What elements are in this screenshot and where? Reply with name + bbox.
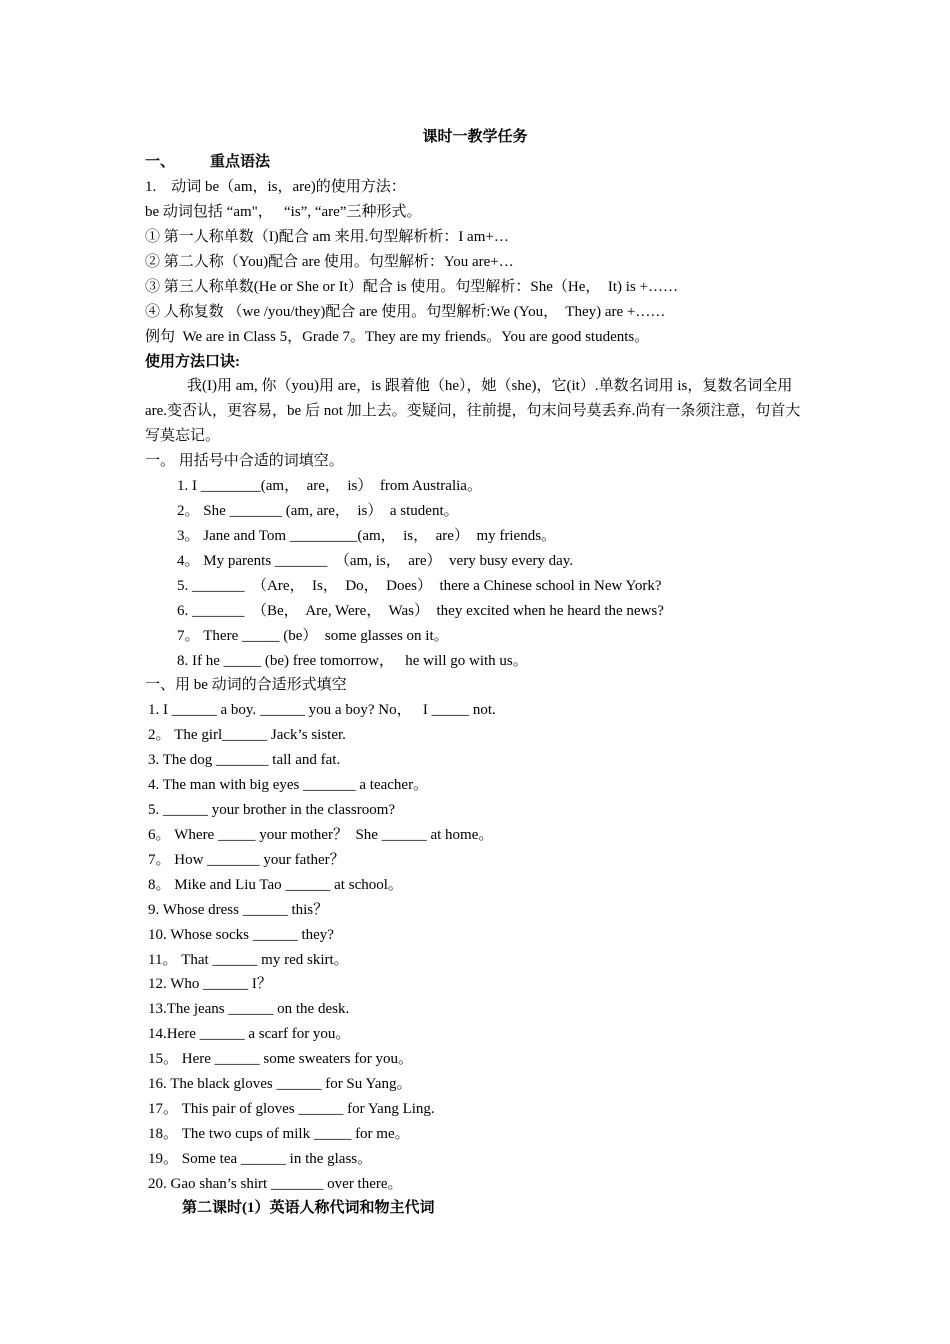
exercise1-item: 8. If he _____ (be) free tomorrow， he will go with us。 bbox=[177, 653, 528, 669]
exercise2-item: 2。 The girl______ Jack’s sister. bbox=[148, 727, 346, 743]
exercise2-item: 4. The man with big eyes _______ a teacher。 bbox=[148, 777, 429, 793]
exercise2-heading: 一、用 be 动词的合适形式填空 bbox=[145, 677, 347, 693]
page-title: 课时一教学任务 bbox=[422, 129, 528, 145]
exercise1-item: 4。 My parents _______ （am, is， are） very busy every day. bbox=[177, 553, 574, 569]
rhyme-heading: 使用方法口诀: bbox=[145, 354, 240, 370]
exercise1-item: 6. _______ （Be， Are, Were， Was） they excited when he heard the news? bbox=[177, 603, 664, 619]
intro-line: be 动词包括 “am"， “is”, “are”三种形式。 bbox=[145, 204, 422, 220]
exercise1-item: 1. I ________(am， are， is） from Australia。 bbox=[177, 478, 482, 494]
example-sentence: 例句 We are in Class 5，Grade 7。They are my friends。You are good students。 bbox=[145, 329, 650, 345]
exercise2-item: 14.Here ______ a scarf for you。 bbox=[148, 1026, 351, 1042]
intro-line: ④ 人称复数 （we /you/they)配合 are 使用。句型解析:We (You， They) are +…… bbox=[145, 304, 666, 320]
section-number: 一、 bbox=[145, 154, 176, 170]
exercise2-item: 3. The dog _______ tall and fat. bbox=[148, 752, 341, 768]
exercise2-item: 9. Whose dress ______ this？ bbox=[148, 902, 329, 918]
intro-line: ② 第二人称（You)配合 are 使用。句型解析：You are+… bbox=[145, 254, 514, 270]
exercise2-item: 5. ______ your brother in the classroom? bbox=[148, 802, 396, 818]
exercise2-item: 7。 How _______ your father？ bbox=[148, 852, 345, 868]
section-heading bbox=[145, 152, 270, 172]
intro-line: 1. 动词 be（am，is，are)的使用方法： bbox=[145, 179, 406, 195]
lesson2-title: 第二课时(1）英语人称代词和物主代词 bbox=[182, 1200, 435, 1216]
exercise2-item: 12. Who ______ I？ bbox=[148, 976, 272, 992]
intro-line: ① 第一人称单数（I)配合 am 来用.句型解析析：I am+… bbox=[145, 229, 509, 245]
exercise1-heading: 一。 用括号中合适的词填空。 bbox=[145, 453, 344, 469]
exercise1-item: 7。 There _____ (be） some glasses on it。 bbox=[177, 628, 449, 644]
intro-line: ③ 第三人称单数(He or She or It）配合 is 使用。句型解析：She（He， It) is +…… bbox=[145, 279, 679, 295]
exercise1-item: 5. _______ （Are， Is， Do， Does） there a Chinese school in New York? bbox=[177, 578, 662, 594]
exercise1-item: 2。 She _______ (am, are， is） a student。 bbox=[177, 503, 459, 519]
exercise1-item: 3。 Jane and Tom _________(am， is， are） my friends。 bbox=[177, 528, 557, 544]
exercise2-item: 17。 This pair of gloves ______ for Yang Ling. bbox=[148, 1101, 435, 1117]
exercise2-item: 18。 The two cups of milk _____ for me。 bbox=[148, 1126, 410, 1142]
exercise2-item: 10. Whose socks ______ they? bbox=[148, 927, 334, 943]
rhyme-paragraph: 我(I)用 am, 你（you)用 are，is 跟着他（he），她（she)，它(it）.单数名词用 is，复数名词全用 are.变否认，更容易，be 后 not 加上去。变疑问，往前提，句末问号莫丢弃.尚有一条须注意，句首大写莫忘记。 bbox=[145, 378, 801, 444]
exercise2-item: 15。 Here ______ some sweaters for you。 bbox=[148, 1051, 413, 1067]
exercise2-item: 13.The jeans ______ on the desk. bbox=[148, 1001, 350, 1017]
exercise2-item: 19。 Some tea ______ in the glass。 bbox=[148, 1151, 373, 1167]
section-label: 重点语法 bbox=[210, 154, 271, 170]
exercise2-item: 8。 Mike and Liu Tao ______ at school。 bbox=[148, 877, 403, 893]
exercise2-item: 6。 Where _____ your mother？ She ______ at home。 bbox=[148, 827, 494, 843]
exercise2-item: 16. The black gloves ______ for Su Yang。 bbox=[148, 1076, 412, 1092]
exercise2-item: 11。 That ______ my red skirt。 bbox=[148, 952, 349, 968]
exercise2-item: 1. I ______ a boy. ______ you a boy? No， I _____ not. bbox=[148, 702, 496, 718]
exercise2-item: 20. Gao shan’s shirt _______ over there。 bbox=[148, 1176, 403, 1192]
